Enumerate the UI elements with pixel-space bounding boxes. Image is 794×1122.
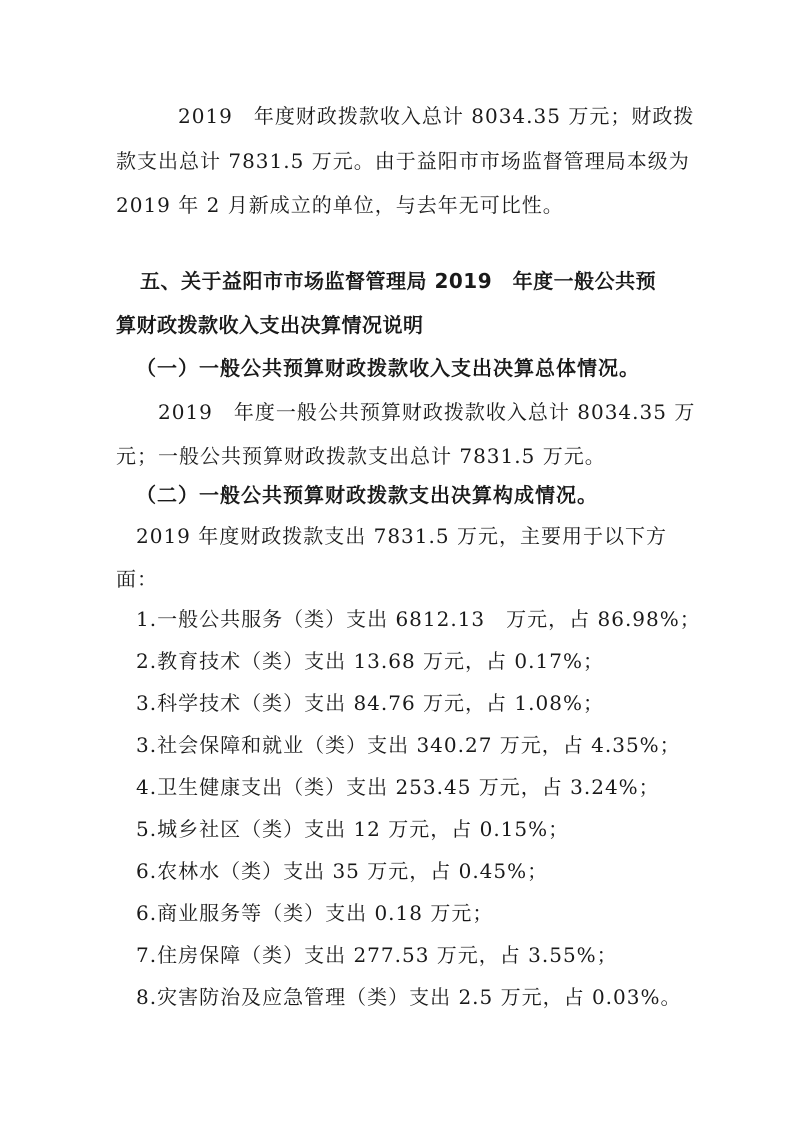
list-item: 8.灾害防治及应急管理（类）支出 2.5 万元，占 0.03%。 [136,985,682,1009]
paragraph-1-line-1: 2019 年度一般公共预算财政拨款收入总计 8034.35 万 [158,400,696,424]
intro-line-2: 款支出总计 7831.5 万元。由于益阳市市场监督管理局本级为 [116,149,690,173]
subsection-2-heading: （二）一般公共预算财政拨款支出决算构成情况。 [136,483,598,507]
paragraph-2-line-1: 2019 年度财政拨款支出 7831.5 万元，主要用于以下方 [136,524,667,548]
list-item: 6.商业服务等（类）支出 0.18 万元； [136,901,494,925]
list-item: 1.一般公共服务（类）支出 6812.13 万元，占 86.98%； [136,607,701,631]
intro-line-1: 2019 年度财政拨款收入总计 8034.35 万元；财政拨 [178,104,695,128]
list-item: 4.卫生健康支出（类）支出 253.45 万元，占 3.24%； [136,775,660,799]
subsection-1-heading: （一）一般公共预算财政拨款收入支出决算总体情况。 [136,356,640,380]
list-item: 6.农林水（类）支出 35 万元，占 0.45%； [136,859,549,883]
list-item: 3.科学技术（类）支出 84.76 万元，占 1.08%； [136,691,604,715]
list-item: 7.住房保障（类）支出 277.53 万元，占 3.55%； [136,943,618,967]
list-item: 5.城乡社区（类）支出 12 万元，占 0.15%； [136,817,570,841]
paragraph-1-line-2: 元；一般公共预算财政拨款支出总计 7831.5 万元。 [116,444,606,468]
section-title-line-1: 五、关于益阳市市场监督管理局 2019 年度一般公共预 [140,269,657,293]
section-title-line-2: 算财政拨款收入支出决算情况说明 [116,313,424,337]
list-item: 2.教育技术（类）支出 13.68 万元，占 0.17%； [136,649,604,673]
paragraph-2-line-2: 面： [116,567,158,591]
intro-line-3: 2019 年 2 月新成立的单位，与去年无可比性。 [116,193,564,217]
list-item: 3.社会保障和就业（类）支出 340.27 万元，占 4.35%； [136,733,681,757]
